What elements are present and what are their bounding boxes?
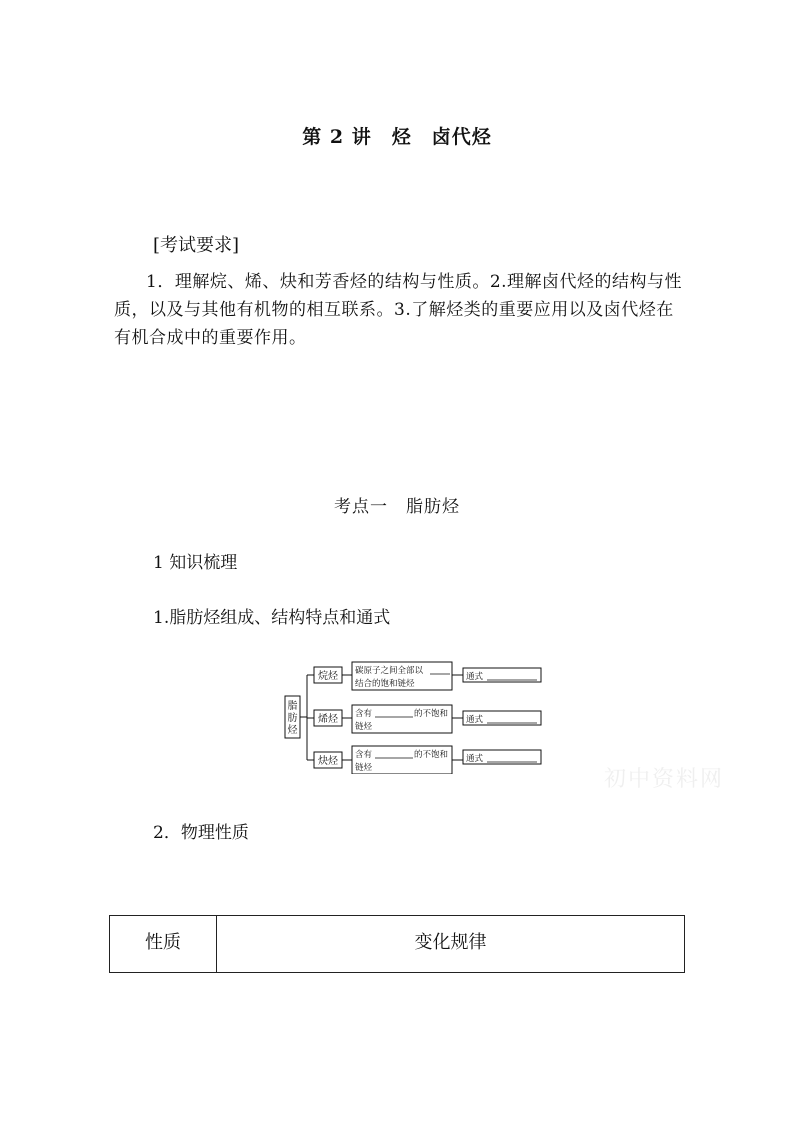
section-knowledge-heading: 1 知识梳理: [153, 553, 238, 573]
table-header-row: [110, 916, 685, 973]
diagram-root-char: 肪: [287, 713, 298, 724]
requirements-heading: [考试要求]: [153, 235, 240, 256]
aliphatic-hydrocarbon-diagram: [282, 658, 547, 774]
table-header-cell: 变化规律: [217, 916, 685, 973]
branch-alkene-desc-line2: 链烃: [355, 722, 373, 732]
branch-alkene-formula-label: 通式: [466, 715, 484, 725]
branch-alkyne-desc-suffix: 的不饱和: [414, 750, 449, 760]
branch-alkane-formula-label: 通式: [466, 672, 484, 682]
page-title: 第 2 讲 烃 卤代烃: [302, 126, 492, 148]
diagram-root-char: 脂: [287, 701, 298, 712]
branch-alkane-desc-line1: 碳原子之间全部以: [355, 666, 424, 676]
diagram-root-char: 烃: [287, 725, 298, 736]
branch-alkyne-desc-line1: 含有: [355, 750, 373, 760]
branch-alkyne-formula-label: 通式: [466, 754, 484, 764]
topic-heading: 考点一 脂肪烃: [334, 497, 460, 517]
table-header-cell: 性质: [110, 916, 217, 973]
branch-alkene-label: 烯烃: [318, 714, 338, 725]
physical-properties-table: [109, 915, 685, 973]
requirements-body: 1．理解烷、烯、炔和芳香烃的结构与性质。2.理解卤代烃的结构与性质，以及与其他有机物的相互联系。3.了解烃类的重要应用以及卤代烃在有机合成中的重要作用。: [114, 272, 683, 348]
branch-alkane-label: 烷烃: [318, 671, 338, 682]
branch-alkyne-label: 炔烃: [318, 756, 338, 767]
branch-alkene-desc-line1: 含有: [355, 709, 373, 719]
section-physical-heading: 2．物理性质: [153, 823, 249, 843]
branch-alkyne-desc-line2: 链烃: [355, 763, 373, 773]
watermark: 初中资料网: [604, 767, 725, 792]
branch-alkene-desc-suffix: 的不饱和: [414, 709, 449, 719]
section-composition-heading: 1.脂肪烃组成、结构特点和通式: [153, 608, 391, 628]
branch-alkane-desc-line2: 结合的饱和链烃: [355, 679, 415, 689]
